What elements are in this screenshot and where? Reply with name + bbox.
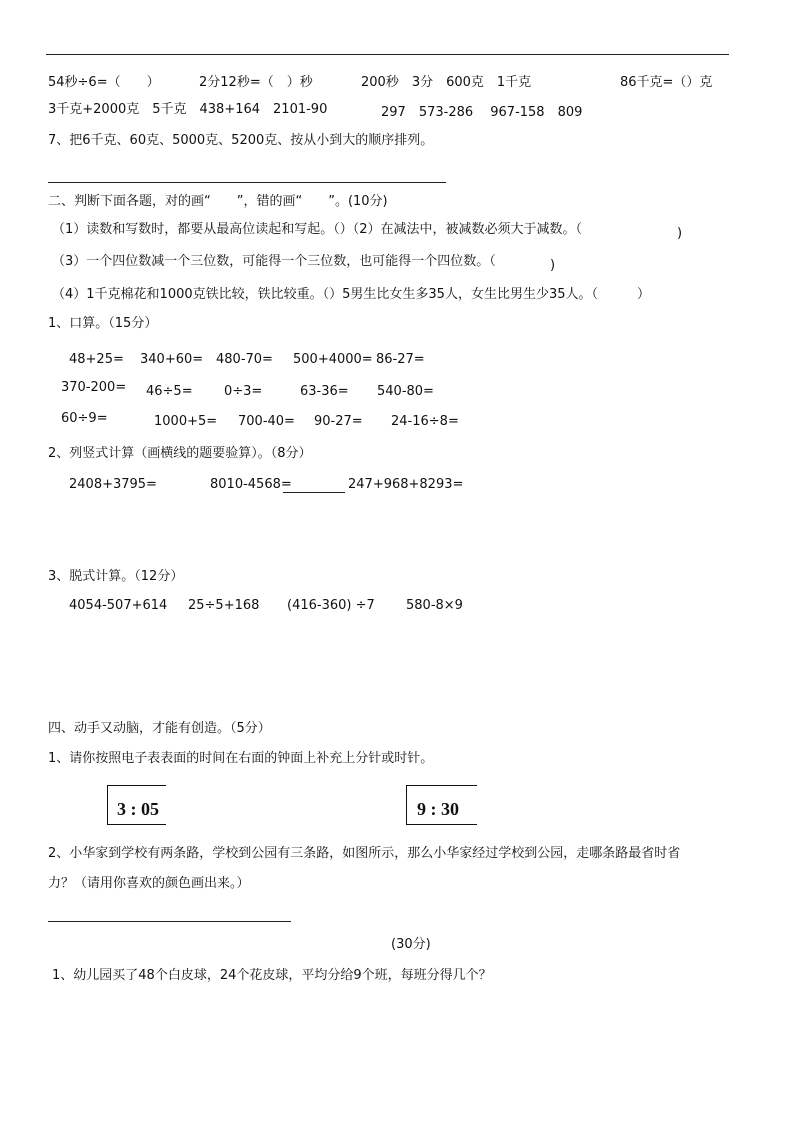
stepwise-title: 3、脱式计算。（12分） [48,569,184,584]
oral-r3-3: 700-40= [238,414,295,429]
blank-row2-a: 3千克+2000克 5千克 438+164 2101-90 [48,102,328,117]
blank-row1-d: 86千克=（）克 [620,75,713,90]
oral-r3-1: 60÷9= [61,411,108,426]
oral-r1-1: 48+25= [69,352,124,367]
judge-item-3: （3）一个四位数减一个三位数，可能得一个三位数，也可能得一个四位数。（ [52,254,496,269]
stepwise-item-1: 4054-507+614 [69,598,168,613]
judge-title: 二、判断下面各题，对的画“ ”，错的画“ ”。(10分) [48,194,388,209]
problem-1: 1、幼儿园买了48个白皮球，24个花皮球，平均分给9个班，每班分得几个？ [52,968,492,983]
judge-item-2-close: ) [677,226,683,241]
problems-score: (30分) [391,937,431,952]
oral-r3-5: 24-16÷8= [391,414,459,429]
digital-clock-1-time: 3 : 05 [117,799,159,819]
blank-row1-b: 2分12秒=（ ）秒 [199,75,313,90]
top-rule [46,54,729,55]
answer-line-q7 [48,182,446,183]
oral-title: 1、口算。（15分） [48,316,158,331]
section-divider [48,921,291,922]
vertical-title: 2、列竖式计算（画横线的题要验算）。（8分） [48,446,312,461]
hands-on-title: 四、动手又动脑，才能有创造。（5分） [48,721,271,736]
hands-on-q1: 1、请你按照电子表表面的时间在右面的钟面上补充上分针或时针。 [48,751,434,766]
oral-r1-4: 500+4000= [293,352,373,367]
oral-r3-2: 1000+5= [154,414,218,429]
oral-r1-2: 340+60= [140,352,204,367]
question-7: 7、把6千克、60克、5000克、5200克、按从小到大的顺序排列。 [48,133,434,148]
stepwise-item-4: 580-8×9 [406,598,463,613]
oral-r2-4: 63-36= [300,384,349,399]
vertical-item-1: 2408+3795= [69,477,157,492]
stepwise-item-3: (416-360) ÷7 [287,598,375,613]
oral-r3-4: 90-27= [314,414,363,429]
stepwise-item-2: 25÷5+168 [188,598,260,613]
hands-on-q2-line1: 2、小华家到学校有两条路，学校到公园有三条路，如图所示，那么小华家经过学校到公园，走哪条路最省时省 [48,846,681,861]
vertical-item-3: 247+968+8293= [348,477,464,492]
judge-item-3-close: ) [550,258,556,273]
vertical-item-2: 8010-4568= [210,477,292,492]
oral-r1-3: 480-70= [216,352,273,367]
judge-item-4-5: （4）1千克棉花和1000克铁比较，铁比较重。（）5男生比女生多35人，女生比男生少35人。（ ） [52,287,650,302]
vertical-answer-line [283,492,345,493]
oral-r1-5: 86-27= [376,352,425,367]
hands-on-q2-line2: 力？（请用你喜欢的颜色画出来。） [48,876,250,891]
blank-row2-b: 297 573-286 967-158 809 [381,105,583,120]
digital-clock-2-time: 9 : 30 [417,799,459,819]
oral-r2-5: 540-80= [377,384,434,399]
oral-r2-1: 370-200= [61,380,127,395]
blank-row1-c: 200秒 3分 600克 1千克 [361,75,532,90]
oral-r2-2: 46÷5= [146,384,193,399]
judge-item-1-2: （1）读数和写数时，都要从最高位读起和写起。（）（2）在减法中，被减数必须大于减数。（ [52,222,583,237]
oral-r2-3: 0÷3= [224,384,263,399]
blank-row1-a: 54秒÷6=（ ） [48,75,160,90]
